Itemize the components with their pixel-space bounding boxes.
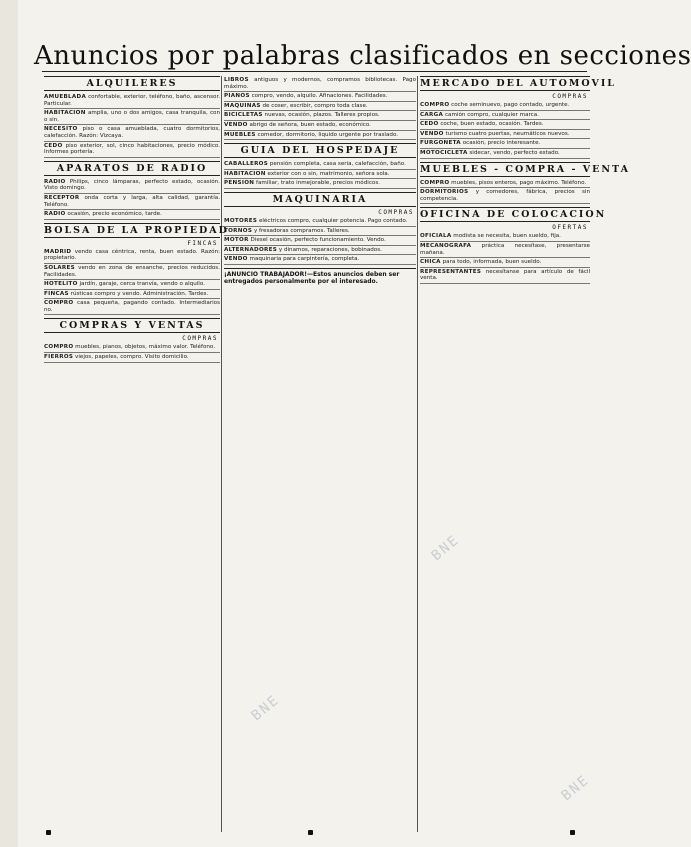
section-heading: BOLSA DE LA PROPIEDAD xyxy=(44,224,229,236)
classified-section xyxy=(224,143,416,189)
section-heading: MAQUINARIA xyxy=(224,192,416,207)
ad-keyword: CEDO xyxy=(44,142,63,149)
ad-text: pensión completa, casa seria, calefacción, baño. xyxy=(269,161,406,168)
ad-text: familiar, trato inmejorable, precios módicos. xyxy=(256,180,381,187)
ad-keyword: COMPRO xyxy=(420,179,450,186)
ad-keyword: FURGONETA xyxy=(420,140,461,147)
classified-ad xyxy=(224,131,416,141)
section-heading: MERCADO DEL AUTOMOVIL xyxy=(420,78,616,89)
subsection-heading: COMPRAS xyxy=(552,93,588,100)
ad-text: necesítanse para artículo de fácil venta. xyxy=(420,268,590,282)
ad-keyword: HABITACION xyxy=(224,170,266,177)
ad-text: modista se necesita, buen sueldo, fija. xyxy=(453,233,561,240)
classified-ad xyxy=(44,353,220,363)
classified-ad xyxy=(420,130,590,140)
page-edge xyxy=(0,0,18,847)
ad-text: de coser, escribir, compro toda clase. xyxy=(262,102,368,109)
classified-ad xyxy=(420,179,590,189)
registration-mark xyxy=(570,830,575,835)
column-divider xyxy=(221,76,222,832)
ad-keyword: RADIO xyxy=(44,211,66,218)
classified-ad xyxy=(44,299,220,315)
ad-text: muebles, pisos enteros, pago máximo. Teléfono. xyxy=(451,179,587,186)
classified-ad xyxy=(224,179,416,189)
classified-ad xyxy=(44,109,220,125)
classified-section xyxy=(44,223,229,316)
subsection-heading: OFERTAS xyxy=(552,224,588,232)
classified-ad xyxy=(224,92,416,102)
ad-keyword: TORNOS xyxy=(224,227,253,234)
ad-keyword: PIANOS xyxy=(224,93,250,100)
ad-keyword: MECANOGRAFA xyxy=(420,242,472,249)
ad-text: rústicas compro y vendo. Administración. Tardes. xyxy=(70,290,209,297)
ad-keyword: CARGA xyxy=(420,111,444,118)
classified-ad xyxy=(44,290,220,300)
ad-text: vendo en zona de ensanche, precios reducidos. Facilidades. xyxy=(44,264,220,278)
classified-ad xyxy=(420,111,590,121)
ad-keyword: VENDO xyxy=(224,256,248,263)
ad-text: compro, vendo, alquilo. Afinaciones. Facilidades. xyxy=(251,93,388,100)
ad-keyword: SOLARES xyxy=(44,264,75,271)
ad-keyword: HOTELITO xyxy=(44,281,78,288)
ad-keyword: BICICLETAS xyxy=(224,112,263,119)
classified-section xyxy=(420,207,607,284)
ad-text: coche seminuevo, pago contado, urgente. xyxy=(451,102,570,108)
section-heading: GUIA DEL HOSPEDAJE xyxy=(224,143,416,158)
classified-ad xyxy=(420,268,590,284)
title-rule xyxy=(42,71,587,72)
ad-text: vendo casa céntrica, renta, buen estado. Razón: propietario. xyxy=(44,248,221,262)
classified-section xyxy=(224,192,416,265)
ad-keyword: MUEBLES xyxy=(224,131,256,138)
section-heading: ALQUILERES xyxy=(44,76,220,91)
classified-ad xyxy=(44,142,220,158)
ad-keyword: VENDO xyxy=(224,121,248,128)
ad-text: abrigo de señora, buen estado, económico. xyxy=(249,121,371,128)
classified-section xyxy=(44,76,220,158)
ad-keyword: CHICA xyxy=(420,259,441,266)
watermark-stamp: BNE xyxy=(428,531,463,565)
classified-ad xyxy=(224,121,416,131)
ad-keyword: COMPRO xyxy=(44,300,74,307)
ad-text: onda corta y larga, alta calidad, garantía. Teléfono. xyxy=(44,194,220,208)
ad-text: confortable, exterior, teléfono, baño, ascensor. Particular. xyxy=(44,94,221,107)
classified-ad xyxy=(224,217,416,227)
ad-keyword: MOTORES xyxy=(224,217,258,224)
classified-ad xyxy=(224,111,416,121)
subsection-heading: FINCAS xyxy=(187,239,218,247)
classified-ad xyxy=(44,280,220,290)
section-heading: APARATOS DE RADIO xyxy=(44,161,220,176)
classified-ad xyxy=(420,149,590,159)
ad-keyword: DORMITORIOS xyxy=(420,189,469,196)
classified-ad xyxy=(44,93,220,109)
classified-section xyxy=(420,76,616,159)
ad-text: jardín, garaje, cerca tranvía, vendo o alquilo. xyxy=(79,281,205,288)
ad-keyword: MOTOR xyxy=(224,237,249,244)
classified-section xyxy=(44,318,220,362)
ad-keyword: OFICIALA xyxy=(420,233,452,240)
ad-text: y fresadoras compramos. Talleres. xyxy=(253,227,350,234)
ad-text: maquinaria para carpintería, completa. xyxy=(249,256,360,263)
ad-keyword: AMUEBLADA xyxy=(44,94,87,100)
subsection-heading: COMPRAS xyxy=(182,335,218,343)
ad-text: exterior con o sin, matrimonio, señora sola. xyxy=(267,170,390,177)
ad-text: coche, buen estado, ocasión. Tardes. xyxy=(440,121,544,128)
ad-keyword: COMPRO xyxy=(44,344,74,351)
ad-text: y comedores, fábrica, precios sin competencia. xyxy=(420,189,591,202)
classified-ad xyxy=(44,125,220,141)
ad-keyword: RADIO xyxy=(44,178,66,185)
ad-keyword: LIBROS xyxy=(224,77,249,83)
classified-ad xyxy=(420,242,590,258)
registration-mark xyxy=(308,830,313,835)
ad-text: para todo, informada, buen sueldo. xyxy=(442,259,542,266)
classified-ad xyxy=(224,76,416,92)
ad-keyword: MAQUINAS xyxy=(224,102,261,109)
ad-text: turismo cuatro puertas, neumáticos nuevos. xyxy=(445,130,570,137)
classified-ad xyxy=(224,255,416,265)
classified-ad xyxy=(44,210,220,220)
section-heading: MUEBLES - COMPRA - VENTA xyxy=(420,163,630,175)
classified-ad xyxy=(224,246,416,256)
watermark-stamp: BNE xyxy=(248,691,283,725)
ad-text: comedor, dormitorio, liquido urgente por traslado. xyxy=(257,131,399,138)
classified-ad xyxy=(420,258,590,268)
ad-text: piso exterior, sol, cinco habitaciones, precio módico. Informes portería. xyxy=(44,142,221,156)
ad-text: viejos, papeles, compro. Visito domicilio. xyxy=(75,354,189,361)
section-heading: COMPRAS Y VENTAS xyxy=(44,318,220,333)
worker-notice: ¡ANUNCIO TRABAJADOR!—Estos anuncios deben ser entregados personalmente por el interesado. xyxy=(224,268,416,285)
ad-text: y dinamos, reparaciones, bobinados. xyxy=(278,246,382,253)
ad-text: piso o casa amueblada, cuatro dormitorios, calefacción. Razón: Vizcaya. xyxy=(44,126,221,139)
ad-keyword: CABALLEROS xyxy=(224,161,269,168)
column-1 xyxy=(44,76,229,832)
ad-text: eléctricos compro, cualquier potencia. Pago contado. xyxy=(258,217,408,224)
page-title: Anuncios por palabras clasificados en secciones xyxy=(34,41,691,71)
ad-text: Philips, cinco lámparas, perfecto estado, ocasión. Visto domingo. xyxy=(44,178,221,192)
ad-keyword: CEDO xyxy=(420,121,439,128)
classified-ad xyxy=(224,160,416,170)
subsection-heading: COMPRAS xyxy=(378,208,414,216)
ad-text: antiguos y modernos, compramos bibliotecas. Pago máximo. xyxy=(224,77,416,90)
ad-text: práctica necesítase, presentarse mañana. xyxy=(420,242,590,256)
classified-ad xyxy=(44,264,220,280)
ad-text: muebles, pianos, objetos, máximo valor. Teléfono. xyxy=(75,344,216,351)
classified-ad xyxy=(224,227,416,237)
ad-text: camión compro, cualquier marca. xyxy=(444,111,539,118)
ad-text: nuevas, ocasión, plazos. Talleres propios. xyxy=(264,112,380,119)
column-3 xyxy=(420,76,630,832)
ad-keyword: MADRID xyxy=(44,248,72,255)
ad-keyword: NECESITO xyxy=(44,126,78,133)
ad-keyword: PENSION xyxy=(224,180,255,187)
ad-keyword: HABITACION xyxy=(44,110,86,117)
classified-ad xyxy=(420,120,590,130)
classified-ad xyxy=(44,343,220,353)
ad-keyword: RECEPTOR xyxy=(44,194,80,201)
section-heading: OFICINA DE COLOCACION xyxy=(420,209,607,221)
classified-section xyxy=(44,161,220,220)
column-divider xyxy=(417,76,418,832)
ad-text: amplia, uno o dos amigos, casa tranquila, con o sin. xyxy=(44,110,220,123)
ad-keyword: VENDO xyxy=(420,130,444,137)
classified-ad xyxy=(420,139,590,149)
watermark-stamp: BNE xyxy=(558,771,593,805)
ad-keyword: MOTOCICLETA xyxy=(420,149,468,156)
ad-text: casa pequeña, pagando contado. Intermediarios no. xyxy=(44,300,220,313)
classified-ad xyxy=(44,248,220,264)
registration-mark xyxy=(46,830,51,835)
ad-keyword: FIERROS xyxy=(44,354,74,361)
ad-keyword: ALTERNADORES xyxy=(224,246,278,253)
classified-section xyxy=(420,162,630,205)
ad-text: sidecar, vendo, perfecto estado. xyxy=(469,149,560,156)
classified-section xyxy=(224,76,416,140)
column-2 xyxy=(224,76,416,832)
classified-ad xyxy=(420,188,590,204)
classified-ad xyxy=(224,236,416,246)
classified-ad xyxy=(44,178,220,194)
classified-ad xyxy=(224,102,416,112)
classified-ad xyxy=(224,170,416,180)
ad-keyword: REPRESENTANTES xyxy=(420,268,482,275)
ad-text: Diesel ocasión, perfecto funcionamiento. Vendo. xyxy=(250,237,386,244)
ad-text: ocasión, precio interesante. xyxy=(462,140,541,147)
ad-keyword: COMPRO xyxy=(420,102,450,108)
classified-ad xyxy=(420,232,590,242)
ad-text: ocasión, precio económico, tarde. xyxy=(67,211,162,218)
classified-ad xyxy=(420,101,590,111)
ad-keyword: FINCAS xyxy=(44,290,69,297)
classified-ad xyxy=(44,194,220,210)
